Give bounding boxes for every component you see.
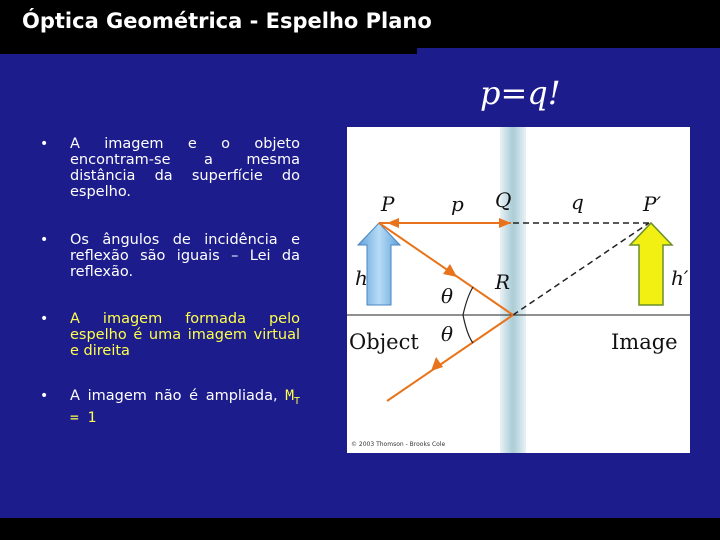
ray-arrowhead [387, 218, 399, 228]
virtual-ray-diagonal [513, 223, 649, 315]
label-object: Object [349, 330, 419, 354]
bullet-dot: • [40, 136, 49, 152]
bullet-text: A imagem e o objeto encontram-se a mesma distância da superfície do espelho. [70, 136, 300, 200]
label-P-prime: P′ [643, 192, 661, 216]
label-Q: Q [495, 188, 512, 212]
angle-arc-top [463, 287, 473, 315]
label-p: p [451, 192, 464, 216]
label-R: R [495, 270, 511, 294]
bullet-text [70, 388, 300, 426]
label-h: h [355, 266, 368, 290]
formula-text: p=q! [480, 74, 561, 112]
slide-title: Óptica Geométrica - Espelho Plano [22, 9, 432, 33]
magnification-subscript: T [293, 395, 300, 407]
ray-arrowhead [443, 264, 457, 277]
title-underline [0, 42, 417, 54]
magnification-symbol: M [285, 388, 294, 404]
label-h-prime: h′ [671, 266, 689, 290]
object-arrow [358, 223, 400, 305]
bullet-text: Os ângulos de incidência e reflexão são iguais – Lei da reflexão. [70, 232, 300, 280]
angle-arc-bottom [463, 315, 473, 343]
bullet-dot: • [40, 311, 49, 327]
title-bar [0, 0, 720, 48]
figure-credit: © 2003 Thomson - Brooks Cole [351, 441, 446, 448]
bullet-text-before: A imagem não é ampliada, [70, 388, 286, 404]
label-theta-reflection: θ [441, 322, 454, 346]
label-theta-incidence: θ [441, 284, 454, 308]
footer-bar [0, 518, 720, 540]
bullet-dot: • [40, 232, 49, 248]
label-image: Image [611, 330, 678, 354]
bullet-dot: • [40, 388, 49, 404]
label-P: P [381, 192, 395, 216]
diagram-svg [347, 127, 690, 453]
bullet-text: A imagem formada pelo espelho é uma imagem virtual e direita [70, 311, 300, 359]
image-arrow [630, 223, 672, 305]
mirror-diagram [347, 127, 690, 453]
label-q: q [571, 190, 584, 214]
magnification-value: = 1 [70, 409, 97, 426]
